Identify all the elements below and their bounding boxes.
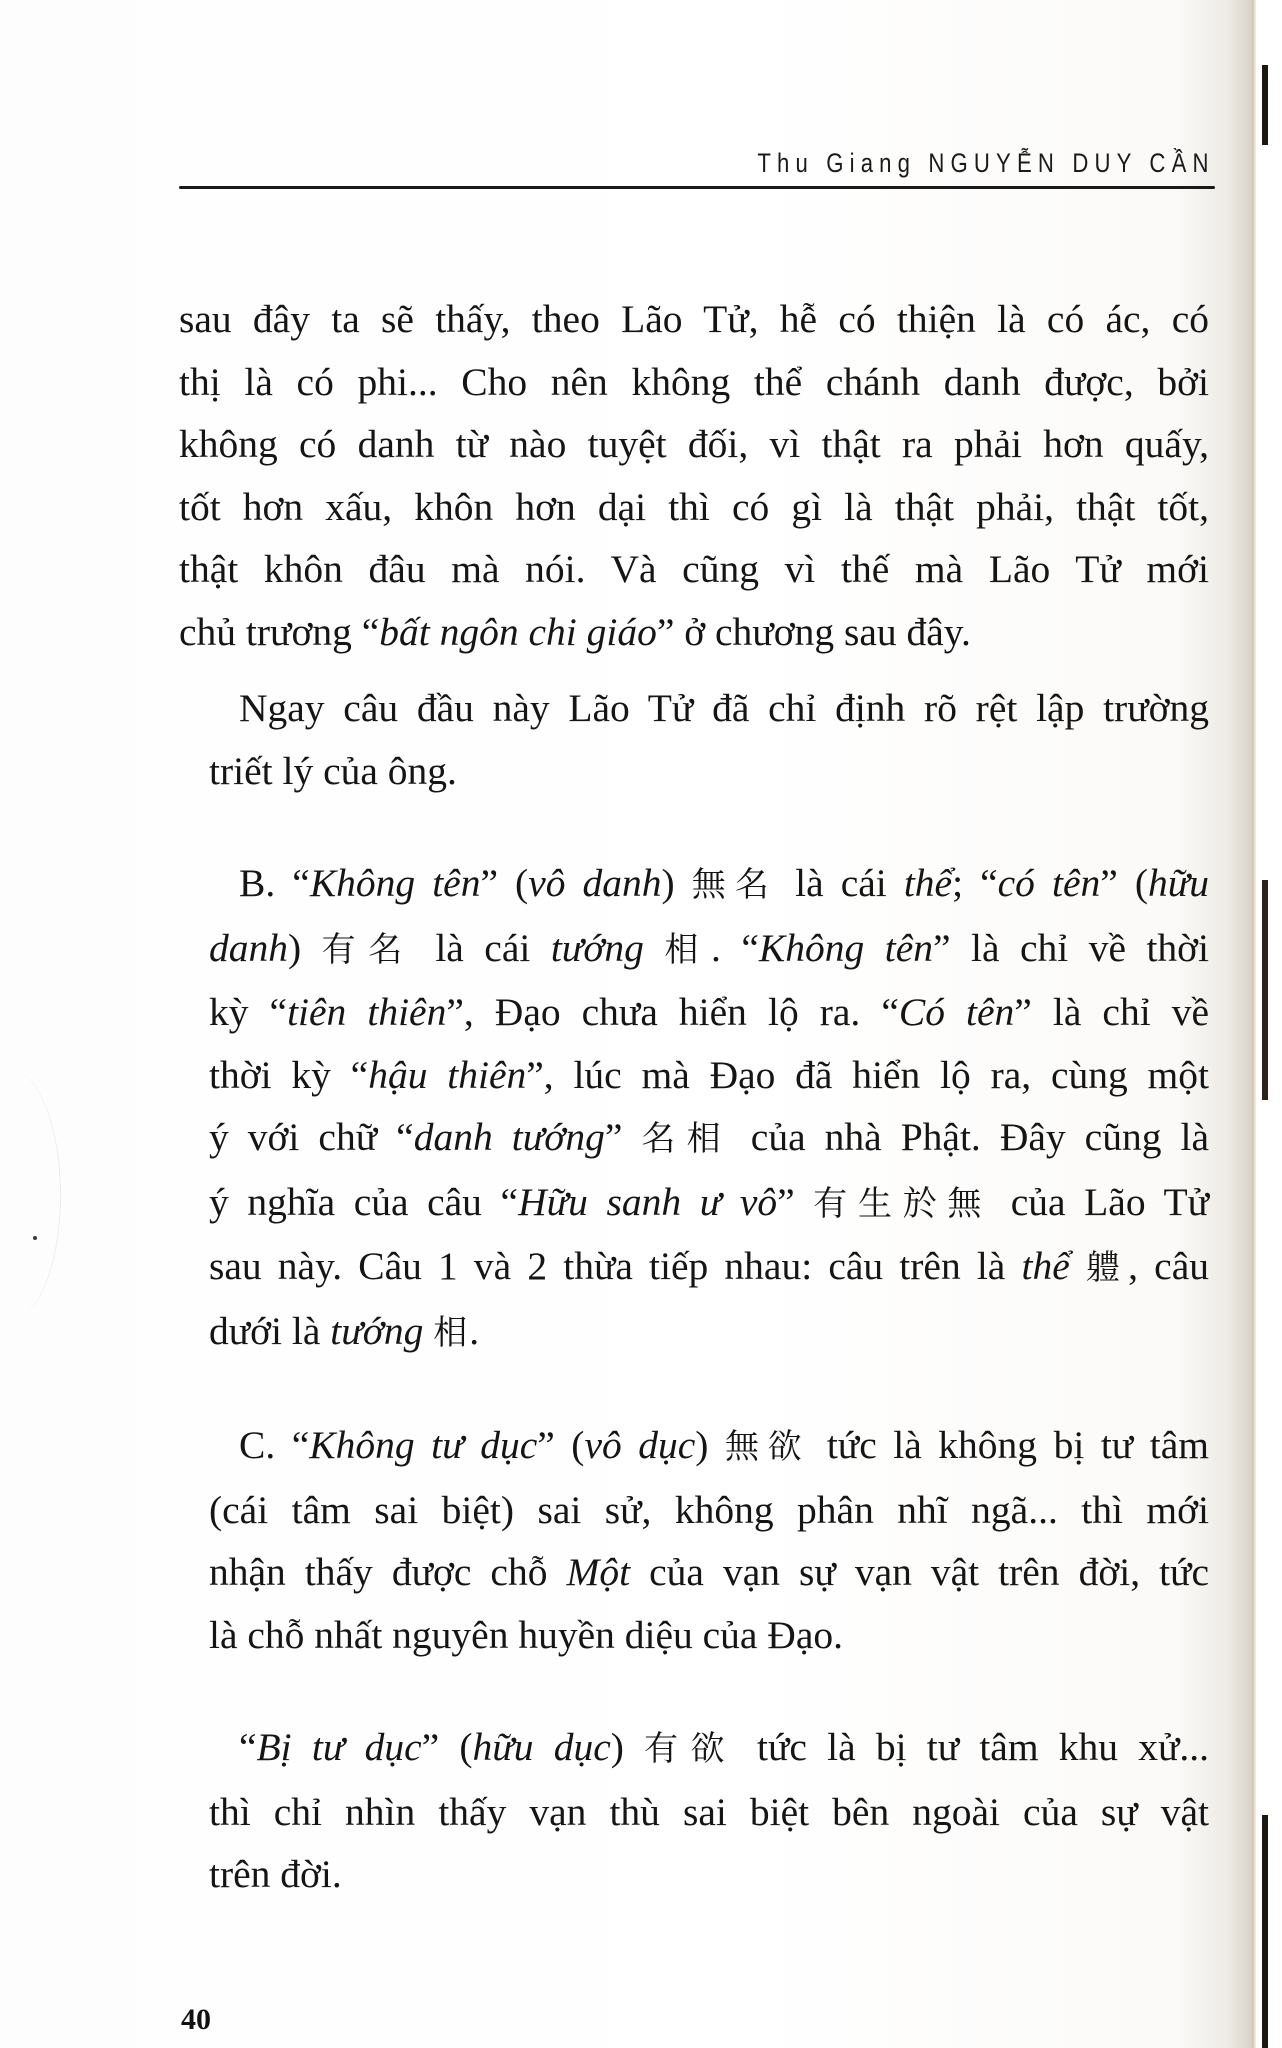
text-run: ) <box>288 925 322 970</box>
text-run: ” ( <box>537 1423 585 1467</box>
binding-strip <box>1262 1815 1268 2048</box>
text-run: C. “ <box>239 1423 310 1467</box>
text-run: trên đời. <box>209 1852 342 1896</box>
text-run: tức là bị tư tâm khu xử... <box>736 1725 1210 1769</box>
han-characters: 無欲 <box>724 1427 811 1467</box>
text-run: là chỗ nhất nguyên huyền diệu của Đạo. <box>209 1612 843 1657</box>
text-line <box>179 1300 1209 1365</box>
text-line <box>179 1235 1209 1300</box>
text-run: ” là chỉ về <box>1014 990 1209 1034</box>
text-run: là cái <box>414 925 551 970</box>
paragraph-section-c <box>179 1414 1209 1666</box>
italic-term: Một <box>566 1550 631 1594</box>
text-run: kỳ “ <box>209 990 288 1034</box>
text-line <box>179 1541 1209 1604</box>
text-run: thời kỳ “ <box>209 1052 369 1097</box>
han-characters: 無名 <box>691 865 779 905</box>
text-line <box>179 538 1209 601</box>
text-run: ) <box>610 1725 645 1769</box>
text-line <box>179 1106 1209 1171</box>
running-head-author: Thu Giang NGUYỄN DUY CẦN <box>757 148 1215 178</box>
text-run <box>1070 1244 1086 1288</box>
text-run: không có danh từ nào tuyệt đối, vì thật ra phải hơn quấy, <box>179 422 1209 466</box>
text-run <box>423 1309 433 1353</box>
paragraph-continuation <box>179 288 1209 663</box>
text-run: ý với chữ “ <box>209 1115 414 1159</box>
text-line <box>179 476 1209 539</box>
binding-shadow <box>1252 0 1256 2048</box>
header-rule <box>179 186 1215 189</box>
han-characters: 有欲 <box>644 1729 737 1769</box>
text-run: ) <box>695 1423 725 1467</box>
paragraph-bi-tu-duc <box>179 1716 1209 1906</box>
text-line <box>179 1843 1209 1906</box>
text-run: ”, Đạo chưa hiển lộ ra. “ <box>446 990 899 1034</box>
binding-strip <box>1262 880 1268 1100</box>
text-run: ý nghĩa của câu “ <box>209 1179 519 1224</box>
text-run: ; “ <box>952 861 998 905</box>
text-run: . <box>469 1308 480 1353</box>
text-line <box>179 740 1209 803</box>
italic-term: Hữu sanh ư vô <box>518 1179 778 1224</box>
han-characters: 有名 <box>321 929 415 970</box>
text-line <box>179 852 1209 917</box>
text-run: ” ( <box>1100 861 1148 905</box>
text-run: thị là có phi... Cho nên không thể chánh danh được, bởi <box>179 359 1209 404</box>
text-run: ” <box>777 1179 814 1224</box>
text-run: triết lý của ông. <box>209 748 457 793</box>
text-run: của vạn sự vạn vật trên đời, tức <box>630 1550 1209 1594</box>
page-number: 40 <box>181 2003 211 2036</box>
binding-strip <box>1262 65 1268 145</box>
book-binding-edge <box>1252 0 1282 2048</box>
italic-term: Không tên <box>758 925 933 970</box>
section-gap <box>179 1666 1209 1716</box>
han-characters: 相 <box>433 1312 470 1353</box>
text-run: . “ <box>711 925 759 970</box>
italic-term: hữu <box>1147 861 1210 905</box>
text-run: tốt hơn xấu, khôn hơn dại thì có gì là thật phải, thật tốt, <box>179 484 1209 529</box>
paper-smudge <box>0 1070 61 1320</box>
text-line <box>179 1716 1209 1781</box>
text-run: tức là không bị tư tâm <box>810 1423 1209 1467</box>
text-line <box>179 1414 1209 1479</box>
body-text <box>179 288 1209 1906</box>
text-run: ” ở chương sau đây. <box>656 609 971 654</box>
text-run: ) <box>661 861 692 905</box>
text-run: chủ trương “ <box>179 609 380 654</box>
text-run: ” ( <box>480 861 529 905</box>
italic-term: hữu dục <box>472 1725 611 1769</box>
han-characters: 相 <box>664 929 712 970</box>
text-line <box>179 601 1209 664</box>
text-line <box>179 677 1209 740</box>
text-line <box>179 1604 1209 1667</box>
italic-term: Không tên <box>309 861 481 905</box>
text-run: dưới là <box>209 1308 331 1353</box>
italic-term: bất ngôn chi giáo <box>379 609 657 654</box>
text-line <box>179 1479 1209 1542</box>
italic-term: tướng <box>330 1308 424 1353</box>
running-head <box>179 148 1215 192</box>
italic-term: vô danh <box>528 861 662 905</box>
text-line <box>179 917 1209 982</box>
italic-term: tướng <box>550 925 644 970</box>
text-line <box>179 413 1209 476</box>
text-line <box>179 1781 1209 1844</box>
italic-term: danh <box>209 925 288 970</box>
text-line <box>179 981 1209 1044</box>
paragraph-ngay-cau-dau <box>179 677 1209 802</box>
text-run: “ <box>239 1725 257 1769</box>
text-run: ”, lúc mà Đạo đã hiển lộ ra, cùng một <box>526 1052 1209 1097</box>
italic-term: thể <box>1021 1244 1070 1288</box>
text-run: thì chỉ nhìn thấy vạn thù sai biệt bên ngoài của sự vật <box>209 1789 1209 1834</box>
text-run: , câu <box>1128 1244 1209 1288</box>
text-line <box>179 1044 1209 1107</box>
italic-term: danh tướng <box>413 1115 605 1159</box>
han-characters: 軆 <box>1085 1248 1129 1288</box>
text-run: thật khôn đâu mà nói. Và cũng vì thế mà Lão Tử mới <box>179 547 1209 591</box>
section-gap <box>179 1364 1209 1414</box>
paragraph-gap <box>179 663 1209 677</box>
text-run: nhận thấy được chỗ <box>209 1550 567 1594</box>
text-line <box>179 288 1209 351</box>
italic-term: tiên thiên <box>287 990 447 1034</box>
text-run: sau này. Câu 1 và 2 thừa tiếp nhau: câu trên là <box>209 1244 1022 1288</box>
text-run: ” <box>604 1115 642 1159</box>
paragraph-section-b <box>179 852 1209 1364</box>
italic-term: Không tư dục <box>309 1423 538 1467</box>
text-run: (cái tâm sai biệt) sai sử, không phân nhĩ ngã... thì mới <box>209 1487 1209 1532</box>
han-characters: 有生於無 <box>813 1183 993 1224</box>
italic-term: Có tên <box>898 990 1015 1034</box>
text-line <box>179 1171 1209 1236</box>
text-line <box>179 351 1209 414</box>
text-run: B. “ <box>239 861 310 905</box>
italic-term: Bị tư dục <box>256 1725 422 1769</box>
italic-term: có tên <box>997 861 1101 905</box>
text-run: ” là chỉ về thời <box>932 925 1210 970</box>
text-run: là cái <box>778 861 904 905</box>
ink-speck <box>33 1236 37 1240</box>
text-run: của nhà Phật. Đây cũng là <box>731 1115 1210 1159</box>
text-run: sau đây ta sẽ thấy, theo Lão Tử, hễ có thiện là có ác, có <box>179 297 1209 341</box>
text-run: của Lão Tử <box>992 1179 1209 1224</box>
text-run <box>644 926 664 970</box>
italic-term: thể <box>903 861 953 905</box>
text-run: ” ( <box>421 1725 473 1769</box>
italic-term: vô dục <box>584 1423 696 1467</box>
italic-term: hậu thiên <box>368 1052 527 1097</box>
text-run: Ngay câu đầu này Lão Tử đã chỉ định rõ rệt lập trường <box>239 686 1209 730</box>
han-characters: 名相 <box>641 1119 732 1159</box>
section-gap <box>179 802 1209 852</box>
